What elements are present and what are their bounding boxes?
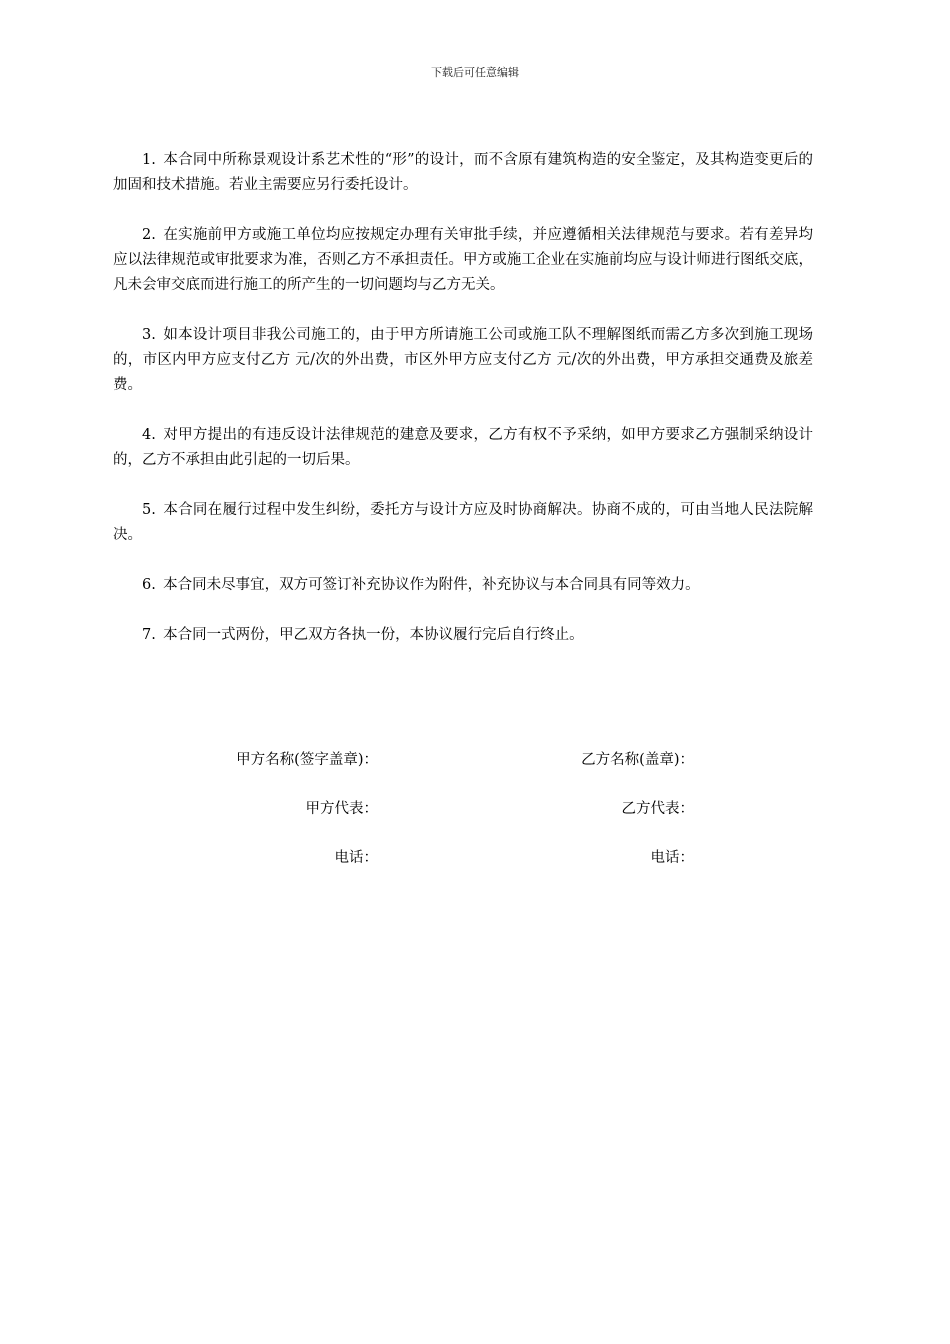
party-b-name-label: 乙方名称(盖章)：: [581, 752, 694, 768]
clause-4: [113, 423, 813, 473]
clause-number: 1.: [142, 152, 156, 168]
party-a-phone-label: 电话：: [334, 850, 378, 866]
clause-text: 对甲方提出的有违反设计法律规范的建意及要求，乙方有权不予采纳，如甲方要求乙方强制采纳设计的，乙方不承担由此引起的一切后果。: [113, 427, 813, 468]
clause-2: [113, 223, 813, 298]
party-b-rep-label: 乙方代表：: [621, 801, 694, 817]
clause-1: [113, 148, 813, 198]
signature-row-phones: [0, 848, 950, 868]
contract-clauses: [113, 148, 813, 673]
clause-5: [113, 498, 813, 548]
clause-number: 7.: [142, 627, 156, 643]
clause-text: 如本设计项目非我公司施工的，由于甲方所请施工公司或施工队不理解图纸而需乙方多次到施工现场的，市区内甲方应支付乙方 元/次的外出费，市区外甲方应支付乙方 元/次的外出费，甲方承担交通费及旅差费。: [113, 327, 813, 393]
clause-number: 2.: [142, 227, 156, 243]
clause-text: 本合同在履行过程中发生纠纷，委托方与设计方应及时协商解决。协商不成的，可由当地人民法院解决。: [113, 502, 813, 543]
clause-number: 5.: [142, 502, 156, 518]
party-a-rep-label: 甲方代表：: [305, 801, 378, 817]
signature-row-representatives: [0, 799, 950, 819]
clause-6: [113, 573, 813, 598]
clause-number: 6.: [142, 577, 156, 593]
clause-number: 3.: [142, 327, 156, 343]
party-b-phone-label: 电话：: [650, 850, 694, 866]
clause-7: [113, 623, 813, 648]
header-note: 下载后可任意编辑: [431, 66, 519, 79]
signature-row-names: [0, 750, 950, 770]
party-a-name-label: 甲方名称(签字盖章)：: [236, 752, 378, 768]
clause-text: 本合同未尽事宜，双方可签订补充协议作为附件，补充协议与本合同具有同等效力。: [163, 577, 700, 593]
clause-text: 本合同一式两份，甲乙双方各执一份，本协议履行完后自行终止。: [163, 627, 584, 643]
clause-text: 在实施前甲方或施工单位均应按规定办理有关审批手续，并应遵循相关法律规范与要求。若有差异均应以法律规范或审批要求为准，否则乙方不承担责任。甲方或施工企业在实施前均应与设计师进行图纸交底，凡未会审交底而进行施工的所产生的一切问题均与乙方无关。: [113, 227, 813, 293]
clause-3: [113, 323, 813, 398]
clause-number: 4.: [142, 427, 156, 443]
clause-text: 本合同中所称景观设计系艺术性的“形”的设计，而不含原有建筑构造的安全鉴定，及其构造变更后的加固和技术措施。若业主需要应另行委托设计。: [113, 152, 813, 193]
